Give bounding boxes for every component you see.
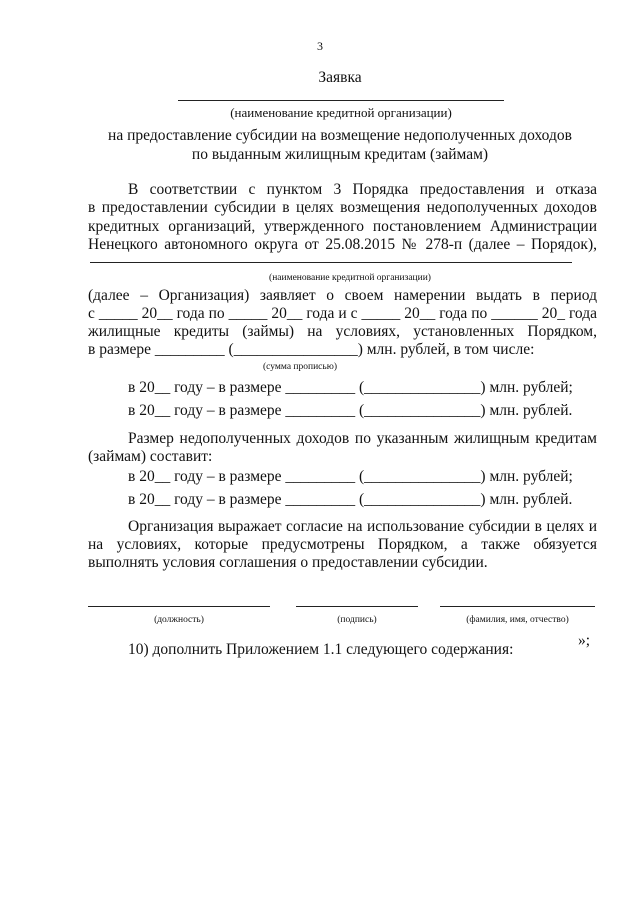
para2-line-3: жилищные кредиты (займы) на условиях, установленных Порядком, xyxy=(88,323,597,340)
page-number: 3 xyxy=(317,39,323,53)
para4-line-2: на условиях, которые предусмотрены Порядком, а также обязуется xyxy=(88,536,597,553)
year-line-4: в 20__ году – в размере _________ (_______________) млн. рублей. xyxy=(128,491,573,508)
sum-in-words-caption: (сумма прописью) xyxy=(263,362,337,372)
full-name-caption: (фамилия, имя, отчество) xyxy=(466,615,569,625)
position-line xyxy=(88,606,270,607)
para4-line-1: Организация выражает согласие на использование субсидии в целях и xyxy=(128,518,597,535)
org-name-line-mid xyxy=(90,262,572,263)
item-10: 10) дополнить Приложением 1.1 следующего содержания: xyxy=(128,641,514,658)
signature-caption: (подпись) xyxy=(337,615,377,625)
para1-line-3: кредитных организаций, утвержденного постановлением Администрации xyxy=(88,218,597,235)
full-name-line xyxy=(440,606,595,607)
year-line-3: в 20__ году – в размере _________ (_______________) млн. рублей; xyxy=(128,468,573,485)
org-name-caption-mid: (наименование кредитной организации) xyxy=(269,273,431,283)
closing-quote: »; xyxy=(578,632,591,649)
org-name-line-top xyxy=(178,100,504,101)
year-line-2: в 20__ году – в размере _________ (_______________) млн. рублей. xyxy=(128,402,573,419)
org-name-caption-top: (наименование кредитной организации) xyxy=(230,105,452,120)
subtitle-line-2: по выданным жилищным кредитам (займам) xyxy=(191,146,489,163)
para2-line-1: (далее – Организация) заявляет о своем намерении выдать в период xyxy=(88,287,597,304)
document-title: Заявка xyxy=(318,69,362,86)
para3-line-1: Размер недополученных доходов по указанным жилищным кредитам xyxy=(128,430,597,447)
para2-line-4: в размере _________ (________________) млн. рублей, в том числе: xyxy=(88,341,535,358)
para1-line-1: В соответствии с пунктом 3 Порядка предоставления и отказа xyxy=(128,181,597,198)
para1-line-2: в предоставлении субсидии в целях возмещения недополученных доходов xyxy=(88,199,597,216)
subtitle-line-1: на предоставление субсидии на возмещение недополученных доходов xyxy=(108,127,572,144)
para3-line-2: (займам) составит: xyxy=(88,448,213,465)
para1-line-4: Ненецкого автономного округа от 25.08.2015 № 278-п (далее – Порядок), xyxy=(88,236,597,253)
signature-line xyxy=(296,606,418,607)
para4-line-3: выполнять условия соглашения о предоставлении субсидии. xyxy=(88,554,488,571)
position-caption: (должность) xyxy=(154,615,204,625)
year-line-1: в 20__ году – в размере _________ (_______________) млн. рублей; xyxy=(128,379,573,396)
para2-line-2: с _____ 20__ года по _____ 20__ года и с _____ 20__ года по ______ 20_ года xyxy=(88,305,597,322)
